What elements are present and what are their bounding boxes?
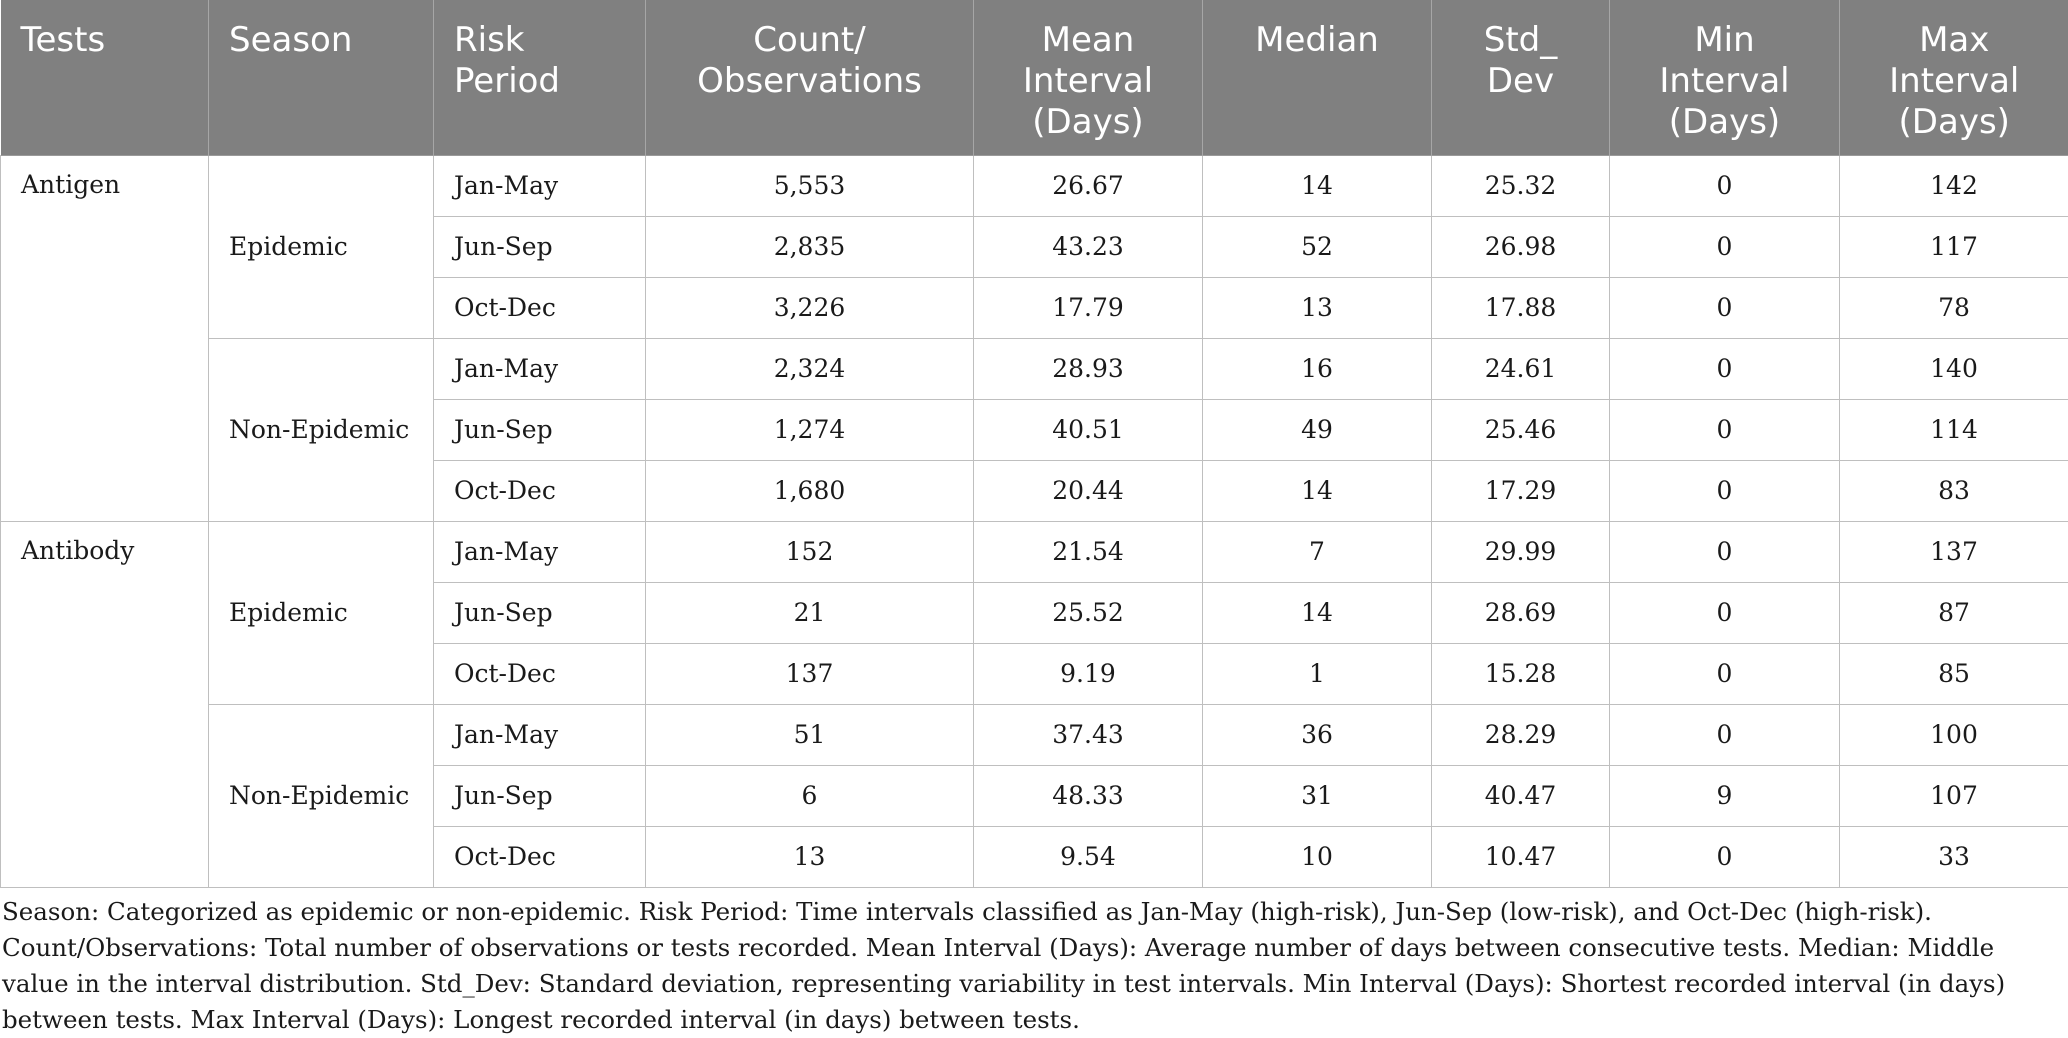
header-max-interval: Max Interval (Days) (1840, 0, 2068, 155)
cell-risk-period: Jun-Sep (434, 399, 646, 460)
cell-season: Non-Epidemic (209, 338, 434, 521)
cell-risk-period: Jan-May (434, 704, 646, 765)
cell-min-interval: 0 (1610, 582, 1840, 643)
cell-season: Epidemic (209, 521, 434, 704)
cell-max-interval: 142 (1840, 155, 2068, 216)
cell-max-interval: 33 (1840, 826, 2068, 887)
cell-median: 31 (1203, 765, 1432, 826)
cell-risk-period: Oct-Dec (434, 826, 646, 887)
cell-min-interval: 0 (1610, 216, 1840, 277)
cell-mean-interval: 9.19 (974, 643, 1203, 704)
cell-max-interval: 85 (1840, 643, 2068, 704)
table-row (1, 704, 2068, 765)
table-footnote: Season: Categorized as epidemic or non-epidemic. Risk Period: Time intervals classified as Jan-May (high-risk), Jun-Sep (low-risk), and Oct-Dec (high-risk). Count/Observations: Total number of observations or tests recorded. Mean Interval (Days): Average number of days between consecutive tests. Median: Middle value in the interval distribution. Std_Dev: Standard deviation, representing variability in test intervals. Min Interval (Days): Shortest recorded interval (in days) between tests. Max Interval (Days): Longest recorded interval (in days) between tests. (0, 888, 2068, 1038)
cell-count: 6 (646, 765, 974, 826)
cell-count: 137 (646, 643, 974, 704)
cell-median: 14 (1203, 582, 1432, 643)
cell-mean-interval: 48.33 (974, 765, 1203, 826)
cell-min-interval: 0 (1610, 338, 1840, 399)
cell-median: 10 (1203, 826, 1432, 887)
cell-std-dev: 25.46 (1432, 399, 1610, 460)
cell-risk-period: Oct-Dec (434, 460, 646, 521)
cell-mean-interval: 28.93 (974, 338, 1203, 399)
header-season: Season (209, 0, 434, 155)
cell-mean-interval: 40.51 (974, 399, 1203, 460)
cell-risk-period: Jan-May (434, 155, 646, 216)
header-risk-period: Risk Period (434, 0, 646, 155)
cell-max-interval: 78 (1840, 277, 2068, 338)
cell-count: 3,226 (646, 277, 974, 338)
cell-max-interval: 83 (1840, 460, 2068, 521)
header-count: Count/ Observations (646, 0, 974, 155)
cell-std-dev: 17.88 (1432, 277, 1610, 338)
cell-std-dev: 28.69 (1432, 582, 1610, 643)
cell-median: 1 (1203, 643, 1432, 704)
cell-mean-interval: 21.54 (974, 521, 1203, 582)
cell-max-interval: 107 (1840, 765, 2068, 826)
cell-mean-interval: 25.52 (974, 582, 1203, 643)
cell-test: Antibody (1, 521, 209, 887)
cell-std-dev: 40.47 (1432, 765, 1610, 826)
cell-median: 52 (1203, 216, 1432, 277)
header-median: Median (1203, 0, 1432, 155)
cell-max-interval: 87 (1840, 582, 2068, 643)
cell-max-interval: 114 (1840, 399, 2068, 460)
header-mean-interval: Mean Interval (Days) (974, 0, 1203, 155)
cell-max-interval: 100 (1840, 704, 2068, 765)
table-row (1, 338, 2068, 399)
cell-min-interval: 0 (1610, 826, 1840, 887)
table-body (1, 155, 2068, 887)
cell-min-interval: 0 (1610, 155, 1840, 216)
cell-median: 13 (1203, 277, 1432, 338)
cell-mean-interval: 20.44 (974, 460, 1203, 521)
cell-std-dev: 25.32 (1432, 155, 1610, 216)
cell-std-dev: 17.29 (1432, 460, 1610, 521)
cell-std-dev: 29.99 (1432, 521, 1610, 582)
cell-max-interval: 140 (1840, 338, 2068, 399)
cell-count: 21 (646, 582, 974, 643)
cell-median: 16 (1203, 338, 1432, 399)
cell-count: 1,680 (646, 460, 974, 521)
cell-season: Non-Epidemic (209, 704, 434, 887)
header-std-dev: Std_ Dev (1432, 0, 1610, 155)
cell-count: 13 (646, 826, 974, 887)
cell-risk-period: Jun-Sep (434, 582, 646, 643)
cell-median: 49 (1203, 399, 1432, 460)
cell-count: 2,835 (646, 216, 974, 277)
cell-min-interval: 0 (1610, 704, 1840, 765)
cell-min-interval: 0 (1610, 277, 1840, 338)
cell-count: 152 (646, 521, 974, 582)
cell-risk-period: Jun-Sep (434, 216, 646, 277)
cell-min-interval: 0 (1610, 521, 1840, 582)
cell-season: Epidemic (209, 155, 434, 338)
cell-risk-period: Jan-May (434, 521, 646, 582)
cell-median: 14 (1203, 460, 1432, 521)
cell-risk-period: Oct-Dec (434, 643, 646, 704)
header-min-interval: Min Interval (Days) (1610, 0, 1840, 155)
cell-std-dev: 26.98 (1432, 216, 1610, 277)
cell-std-dev: 24.61 (1432, 338, 1610, 399)
cell-mean-interval: 43.23 (974, 216, 1203, 277)
cell-count: 1,274 (646, 399, 974, 460)
cell-risk-period: Oct-Dec (434, 277, 646, 338)
cell-max-interval: 137 (1840, 521, 2068, 582)
cell-std-dev: 15.28 (1432, 643, 1610, 704)
cell-median: 14 (1203, 155, 1432, 216)
cell-min-interval: 0 (1610, 643, 1840, 704)
cell-min-interval: 0 (1610, 460, 1840, 521)
cell-mean-interval: 37.43 (974, 704, 1203, 765)
cell-mean-interval: 17.79 (974, 277, 1203, 338)
cell-risk-period: Jun-Sep (434, 765, 646, 826)
cell-test: Antigen (1, 155, 209, 521)
header-row (1, 0, 2068, 155)
cell-max-interval: 117 (1840, 216, 2068, 277)
cell-count: 5,553 (646, 155, 974, 216)
cell-median: 7 (1203, 521, 1432, 582)
cell-count: 51 (646, 704, 974, 765)
header-tests: Tests (1, 0, 209, 155)
cell-std-dev: 10.47 (1432, 826, 1610, 887)
cell-count: 2,324 (646, 338, 974, 399)
cell-min-interval: 9 (1610, 765, 1840, 826)
cell-median: 36 (1203, 704, 1432, 765)
cell-mean-interval: 26.67 (974, 155, 1203, 216)
cell-risk-period: Jan-May (434, 338, 646, 399)
cell-min-interval: 0 (1610, 399, 1840, 460)
table-row (1, 521, 2068, 582)
cell-std-dev: 28.29 (1432, 704, 1610, 765)
cell-mean-interval: 9.54 (974, 826, 1203, 887)
table-row (1, 155, 2068, 216)
